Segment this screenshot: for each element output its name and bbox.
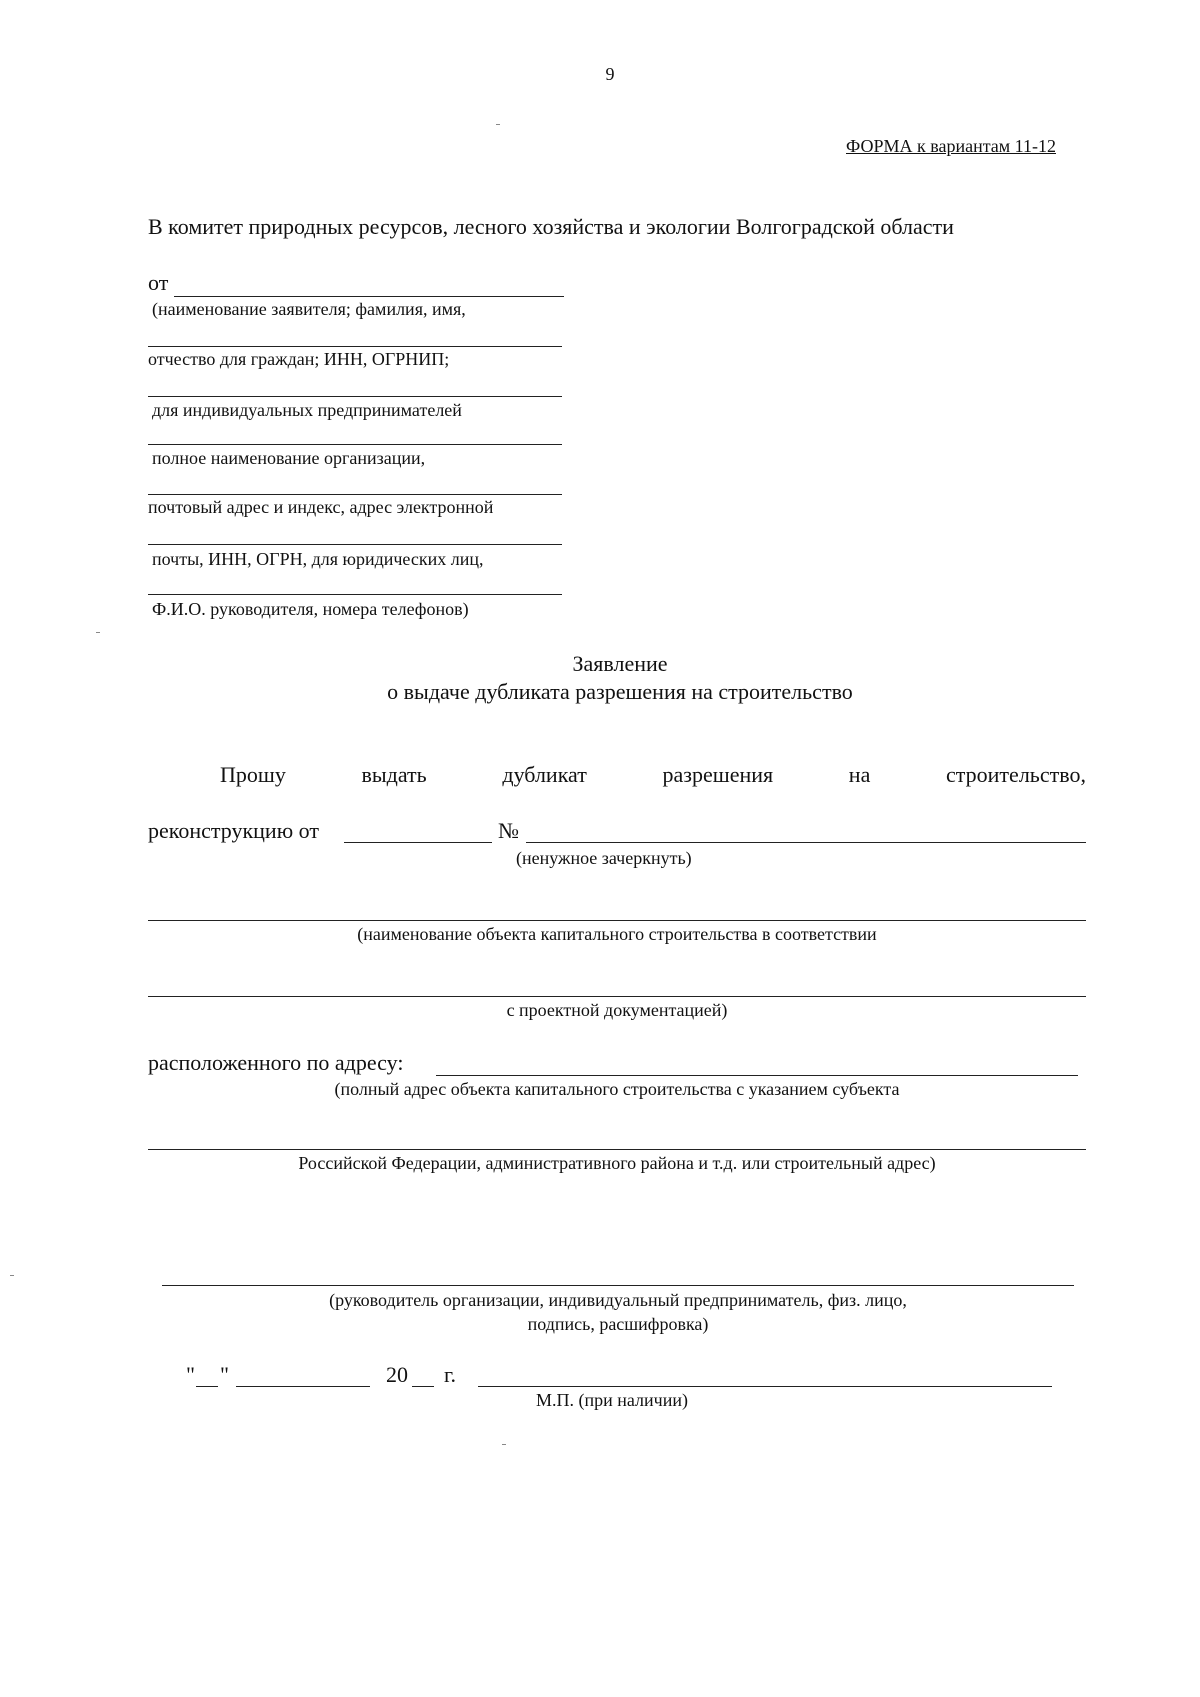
date-year-suffix: г. bbox=[444, 1362, 457, 1387]
date-month-field[interactable] bbox=[236, 1386, 370, 1387]
date-year-field[interactable] bbox=[412, 1386, 434, 1387]
applicant-name-field[interactable] bbox=[174, 296, 564, 297]
request-word-6: строительство, bbox=[946, 762, 1086, 787]
address-field[interactable] bbox=[436, 1075, 1078, 1076]
number-sign: № bbox=[498, 818, 519, 843]
signature-hint-1: (руководитель организации, индивидуальный предприниматель, физ. лицо, bbox=[329, 1290, 907, 1310]
form-reference: ФОРМА к вариантам 11-12 bbox=[846, 136, 1056, 156]
applicant-hint-4: полное наименование организации, bbox=[152, 448, 426, 468]
applicant-hint-6: почты, ИНН, ОГРН, для юридических лиц, bbox=[152, 549, 484, 569]
request-word-3: дубликат bbox=[502, 762, 587, 787]
date-day-field[interactable] bbox=[196, 1386, 218, 1387]
applicant-hint-5: почтовый адрес и индекс, адрес электронной bbox=[148, 497, 494, 517]
scan-speck bbox=[10, 1275, 14, 1276]
object-hint-2: с проектной документацией) bbox=[506, 1000, 728, 1020]
document-subtitle: о выдаче дубликата разрешения на строительство bbox=[387, 679, 853, 704]
permit-number-field[interactable] bbox=[526, 842, 1086, 843]
applicant-hint-3: для индивидуальных предпринимателей bbox=[152, 400, 462, 420]
address-hint-2: Российской Федерации, административного района и т.д. или строительный адрес) bbox=[298, 1153, 936, 1173]
scan-speck bbox=[96, 632, 100, 633]
address-label: расположенного по адресу: bbox=[148, 1050, 404, 1075]
request-line bbox=[148, 762, 1086, 788]
signature-hint-2: подпись, расшифровка) bbox=[527, 1314, 709, 1334]
from-label: от bbox=[148, 270, 169, 295]
applicant-field-5[interactable] bbox=[148, 494, 562, 495]
addressee: В комитет природных ресурсов, лесного хозяйства и экологии Волгоградской области bbox=[148, 214, 954, 239]
applicant-field-6[interactable] bbox=[148, 544, 562, 545]
request-word-1: Прошу bbox=[220, 762, 286, 787]
date-year-prefix: 20 bbox=[386, 1362, 408, 1387]
permit-date-field[interactable] bbox=[344, 842, 492, 843]
stamp-field[interactable] bbox=[478, 1386, 1052, 1387]
stamp-hint: М.П. (при наличии) bbox=[536, 1390, 688, 1410]
scan-speck bbox=[502, 1444, 506, 1445]
scan-speck bbox=[496, 124, 500, 125]
date-quote-open: " bbox=[186, 1362, 195, 1387]
object-name-field-1[interactable] bbox=[148, 920, 1086, 921]
page-number: 9 bbox=[605, 64, 615, 84]
applicant-hint-1: (наименование заявителя; фамилия, имя, bbox=[152, 299, 466, 319]
strike-hint: (ненужное зачеркнуть) bbox=[516, 848, 692, 868]
applicant-field-7[interactable] bbox=[148, 594, 562, 595]
request-word-4: разрешения bbox=[662, 762, 774, 787]
applicant-hint-2: отчество для граждан; ИНН, ОГРНИП; bbox=[148, 349, 450, 369]
date-quote-close: " bbox=[220, 1362, 229, 1387]
request-word-2: выдать bbox=[361, 762, 427, 787]
address-hint-1: (полный адрес объекта капитального строительства с указанием субъекта bbox=[334, 1079, 900, 1099]
object-name-field-2[interactable] bbox=[148, 996, 1086, 997]
reconstruction-label: реконструкцию от bbox=[148, 818, 319, 843]
applicant-field-4[interactable] bbox=[148, 444, 562, 445]
object-hint-1: (наименование объекта капитального строительства в соответствии bbox=[357, 924, 877, 944]
address-field-2[interactable] bbox=[148, 1149, 1086, 1150]
applicant-hint-7: Ф.И.О. руководителя, номера телефонов) bbox=[152, 599, 469, 619]
document-title: Заявление bbox=[572, 651, 668, 676]
applicant-field-2[interactable] bbox=[148, 346, 562, 347]
applicant-field-3[interactable] bbox=[148, 396, 562, 397]
request-word-5: на bbox=[848, 762, 871, 787]
signature-field[interactable] bbox=[162, 1285, 1074, 1286]
